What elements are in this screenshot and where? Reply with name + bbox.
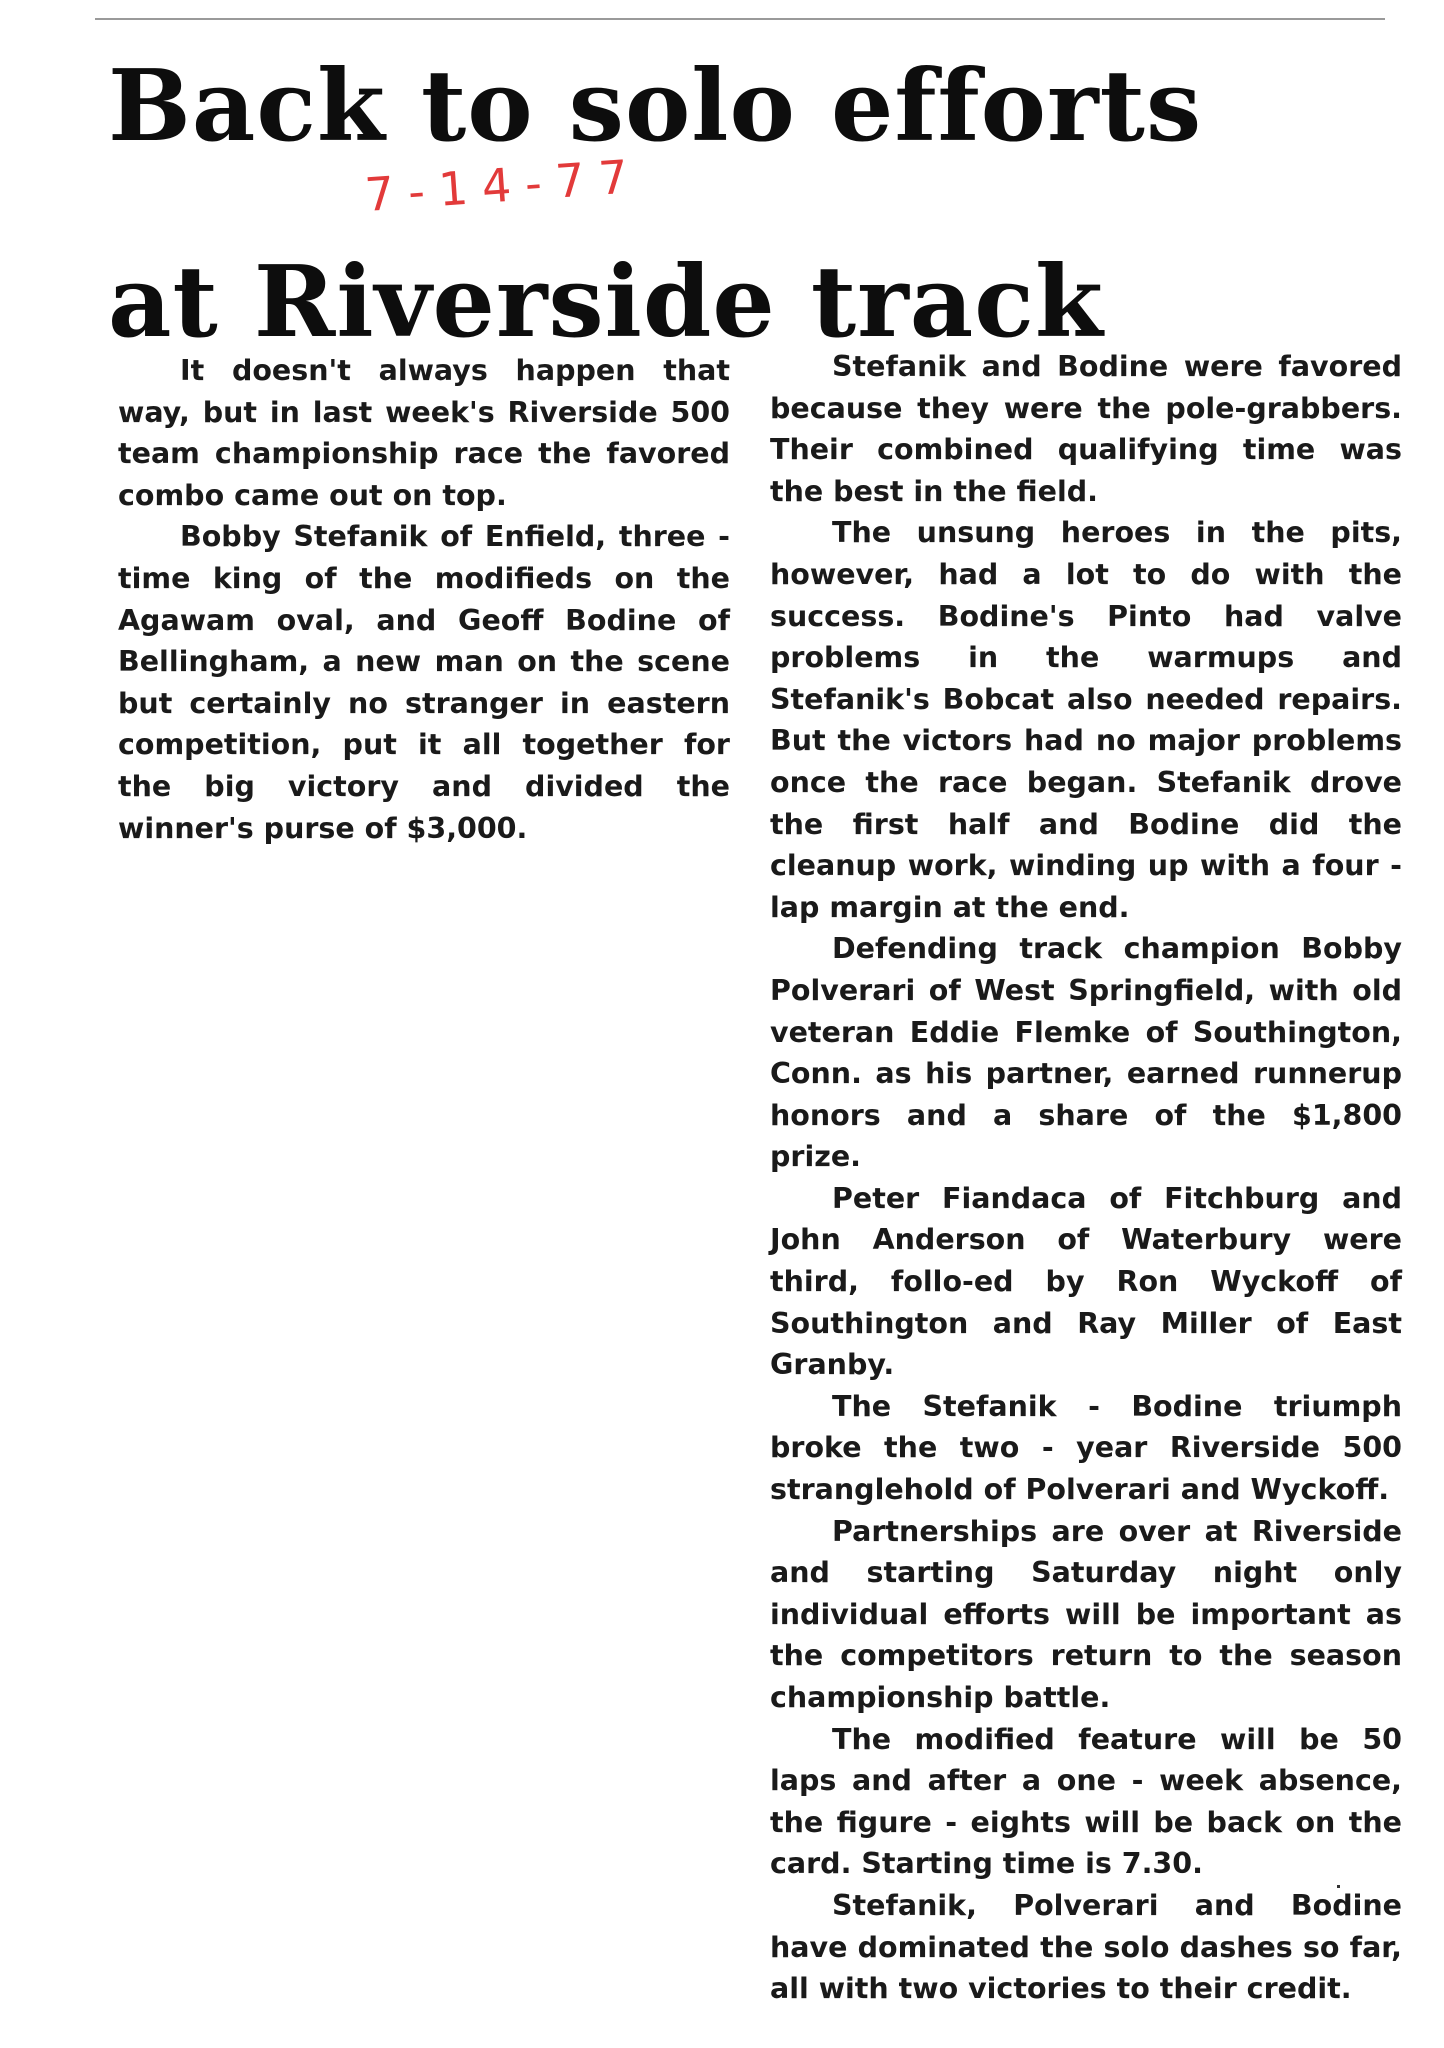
headline bbox=[108, 49, 1308, 360]
paragraph: Partnerships are over at Riverside and starting Saturday night only individual efforts will be important as the competitors return to the season championship battle. bbox=[770, 1514, 1402, 1714]
paragraph: Peter Fiandaca of Fitchburg and John Anderson of Waterbury were third, follo-ed by Ron Wyckoff of Southington and Ray Miller of East Granby. bbox=[770, 1181, 1402, 1382]
paragraph: It doesn't always happen that way, but in last week's Riverside 500 team championship race the favored combo came out on top. bbox=[118, 354, 730, 512]
paragraph: Bobby Stefanik of Enfield, three - time king of the modifieds on the Agawam oval, and Geoff Bodine of Bellingham, a new man on the scene but certainly no stranger in eastern competition, put it all together for the big victory and divided the winner's purse of $3,000. bbox=[118, 520, 730, 845]
right-column bbox=[770, 346, 1402, 2010]
top-rule bbox=[95, 18, 1385, 20]
stray-ink-mark bbox=[1337, 1885, 1340, 1888]
paragraph: Stefanik and Bodine were favored because they were the pole-grabbers. Their combined qualifying time was the best in the field. bbox=[770, 350, 1402, 508]
handwritten-date: 7-14-77 bbox=[363, 148, 644, 222]
headline-line-1: Back to solo efforts bbox=[108, 49, 1203, 164]
paragraph: Defending track champion Bobby Polverari of West Springfield, with old veteran Eddie Flemke of Southington, Conn. as his partner, earned runnerup honors and a share of the $1,800 prize. bbox=[770, 932, 1402, 1174]
headline-line-2: at Riverside track bbox=[108, 245, 1104, 360]
paragraph: The modified feature will be 50 laps and after a one - week absence, the figure - eights will be back on the card. Starting time is 7.30. bbox=[770, 1722, 1402, 1881]
paragraph: The Stefanik - Bodine triumph broke the two - year Riverside 500 stranglehold of Polverari and Wyckoff. bbox=[770, 1389, 1402, 1507]
paragraph: Stefanik, Polverari and Bodine have dominated the solo dashes so far, all with two victories to their credit. bbox=[770, 1888, 1402, 2006]
paragraph: The unsung heroes in the pits, however, had a lot to do with the success. Bodine's Pinto had valve problems in the warmups and Stefanik's Bobcat also needed repairs. But the victors had no major problems once the race began. Stefanik drove the first half and Bodine did the cleanup work, winding up with a four - lap margin at the end. bbox=[770, 516, 1402, 924]
left-column bbox=[118, 350, 730, 849]
